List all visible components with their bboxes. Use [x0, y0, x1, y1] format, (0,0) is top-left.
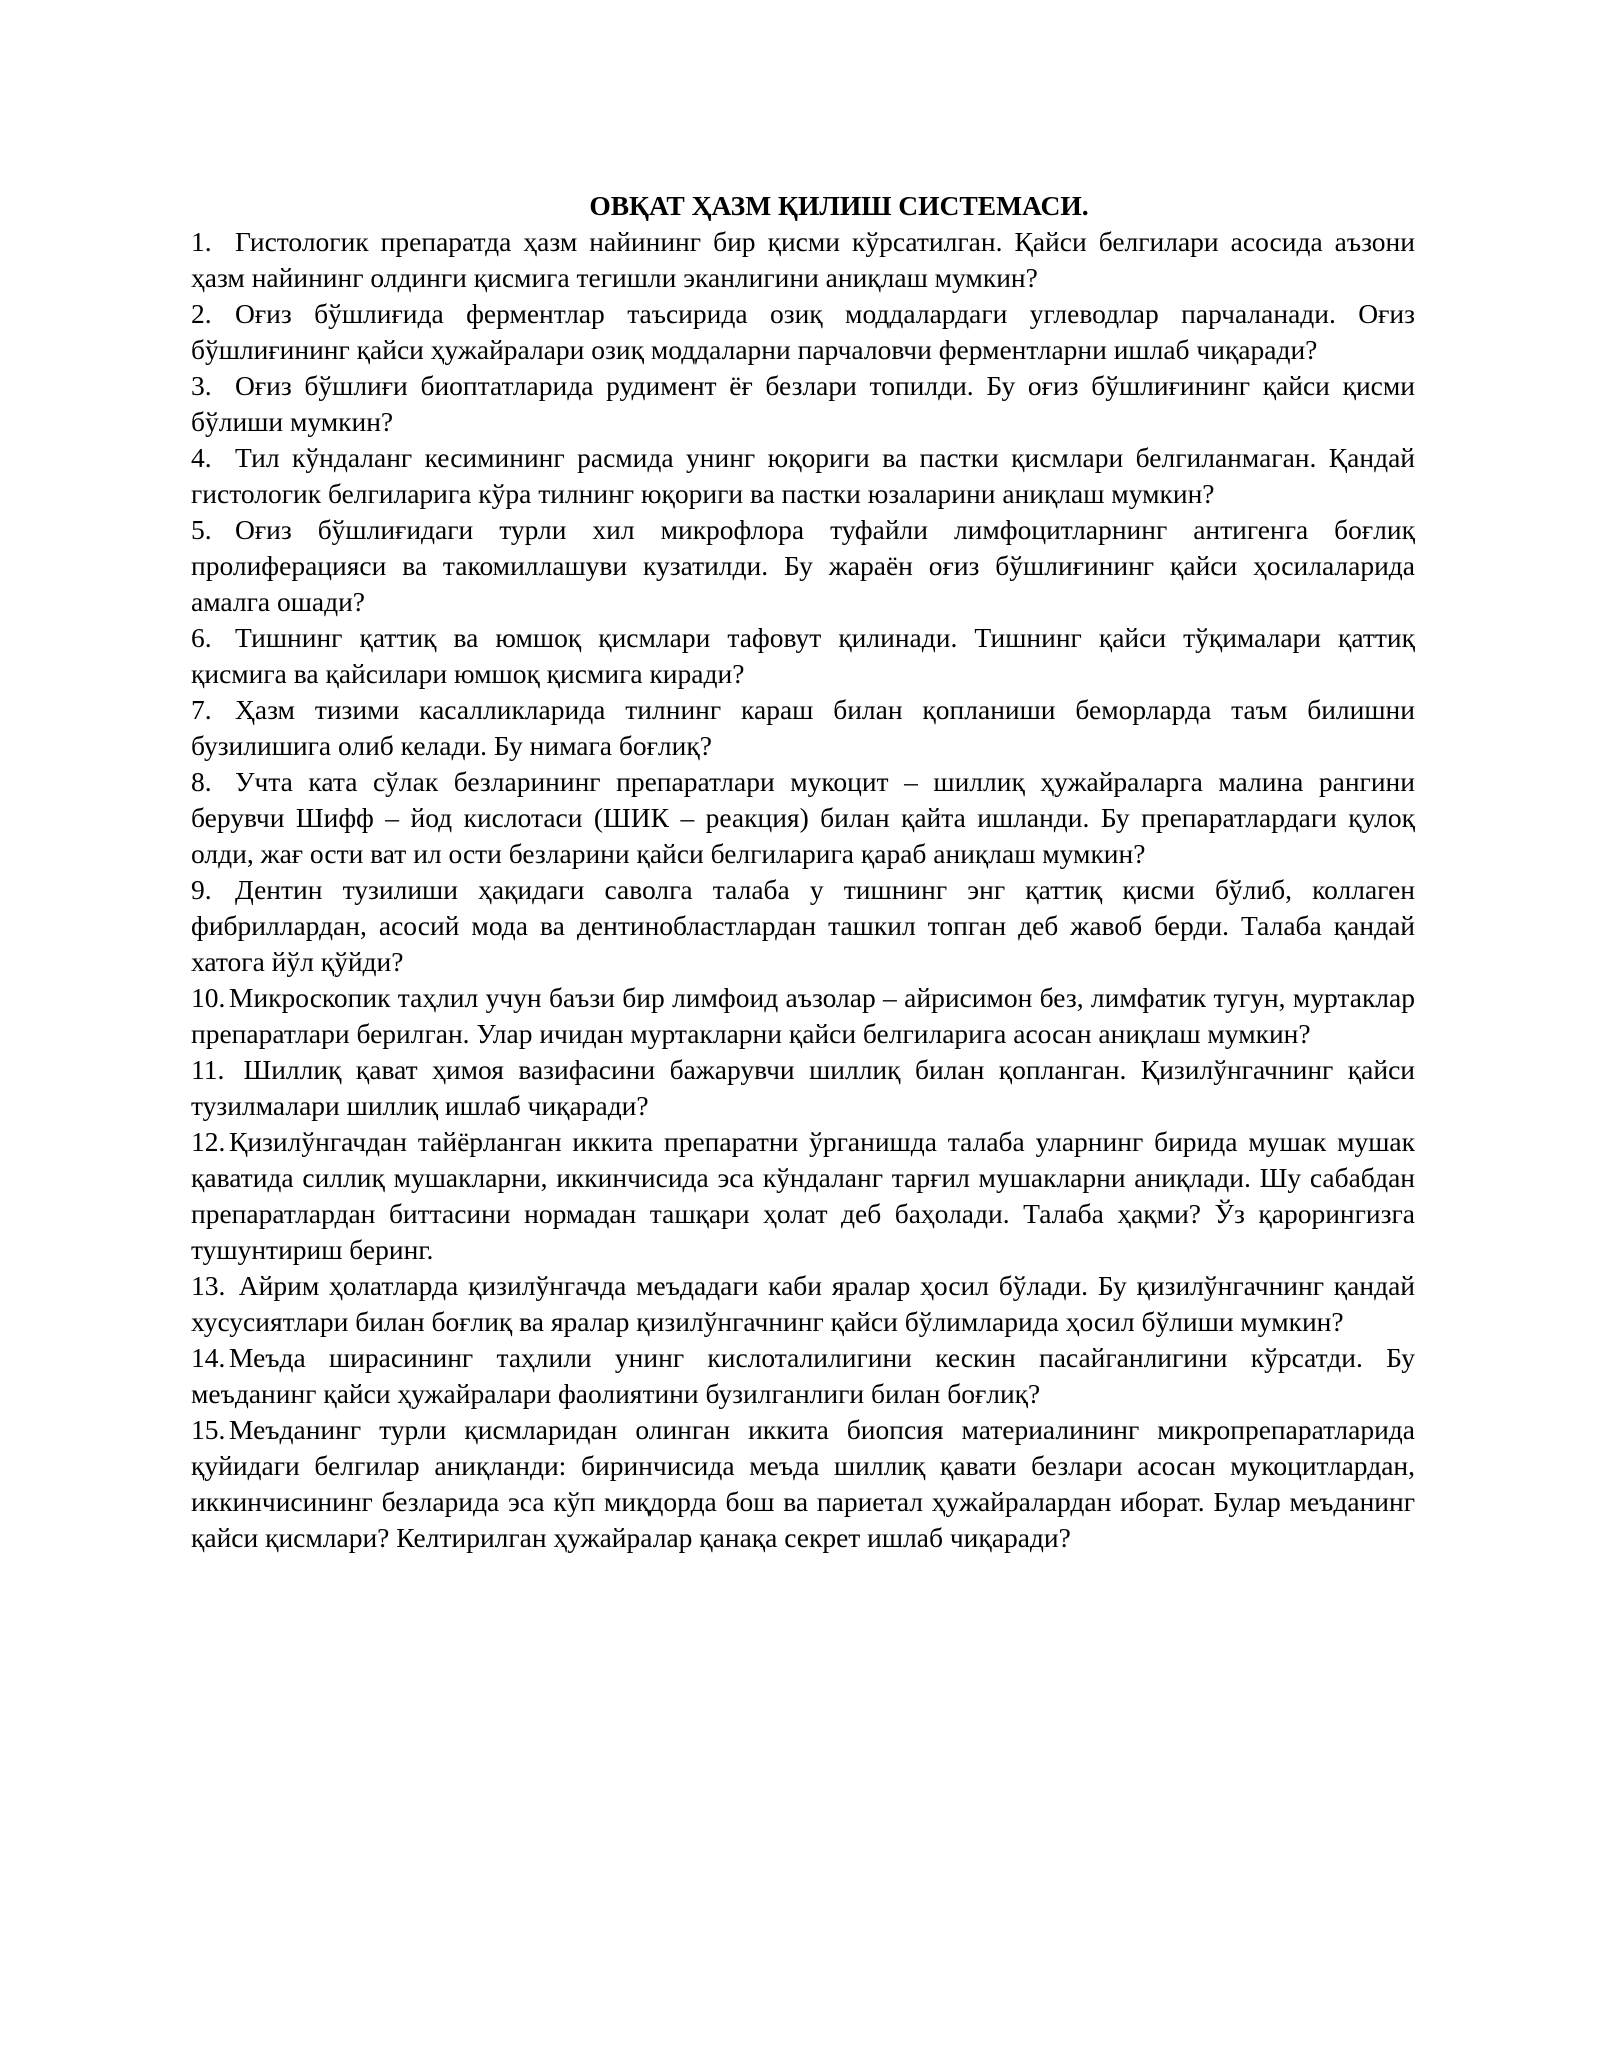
question-text: Шиллиқ қават ҳимоя вазифасини бажарувчи шиллиқ билан қопланган. Қизилўнгачнинг қайси тузилмалари шиллиқ ишлаб чиқаради? [191, 1054, 1415, 1121]
document-title: ОВҚАТ ҲАЗМ ҚИЛИШ СИСТЕМАСИ. [589, 190, 1089, 221]
question-item [191, 1340, 1415, 1412]
question-text: Айрим ҳолатларда қизилўнгачда меъдадаги каби яралар ҳосил бўлади. Бу қизилўнгачнинг қандай хусусиятлари билан боғлиқ ва яралар қизилўнгачнинг қайси бўлимларида ҳосил бўлиши мумкин? [191, 1270, 1415, 1337]
question-text: Гистологик препаратда ҳазм найининг бир қисми кўрсатилган. Қайси белгилари асосида аъзони ҳазм найининг олдинги қисмига тегишли эканлигини аниқлаш мумкин? [191, 226, 1415, 293]
question-text: Меъда ширасининг таҳлили унинг кислоталилигини кескин пасайганлигини кўрсатди. Бу меъданинг қайси ҳужайралари фаолиятини бузилганлиги билан боғлиқ? [191, 1342, 1415, 1409]
question-item [191, 1412, 1415, 1556]
question-number: 7. [191, 694, 212, 725]
question-text: Тишнинг қаттиқ ва юмшоқ қисмлари тафовут қилинади. Тишнинг қайси тўқималари қаттиқ қисмига ва қайсилари юмшоқ қисмига киради? [191, 622, 1415, 689]
question-text: Меъданинг турли қисмларидан олинган иккита биопсия материалининг микропрепаратларида қуйидаги белгилар аниқланди: биринчисида меъда шиллиқ қавати безлари асосан мукоцитлардан, иккинчисининг безларида эса кўп миқдорда бош ва париетал ҳужайралардан иборат. Булар меъданинг қайси қисмлари? Келтирилган ҳужайралар қанақа секрет ишлаб чиқаради? [191, 1414, 1415, 1553]
question-item [191, 620, 1415, 692]
question-number: 13. [191, 1270, 226, 1301]
question-item [191, 1052, 1415, 1124]
question-item [191, 764, 1415, 872]
question-text: Ҳазм тизими касалликларида тилнинг караш билан қопланиши беморларда таъм билишни бузилишига олиб келади. Бу нимага боғлиқ? [191, 694, 1415, 761]
question-number: 6. [191, 622, 212, 653]
question-text: Оғиз бўшлиғи биоптатларида рудимент ёғ безлари топилди. Бу оғиз бўшлиғининг қайси қисми бўлиши мумкин? [191, 370, 1415, 437]
question-item [191, 368, 1415, 440]
question-text: Микроскопик таҳлил учун баъзи бир лимфоид аъзолар – айрисимон без, лимфатик тугун, муртаклар препаратлари берилган. Улар ичидан муртакларни қайси белгиларига асосан аниқлаш мумкин? [191, 982, 1415, 1049]
question-number: 15. [191, 1414, 226, 1445]
question-number: 2. [191, 298, 212, 329]
question-text: Оғиз бўшлиғидаги турли хил микрофлора туфайли лимфоцитларнинг антигенга боғлиқ пролиферацияси ва такомиллашуви кузатилди. Бу жараён оғиз бўшлиғининг қайси ҳосилаларида амалга ошади? [191, 514, 1415, 617]
question-item [191, 440, 1415, 512]
question-item [191, 692, 1415, 764]
document-body [191, 188, 1415, 1556]
question-number: 1. [191, 226, 212, 257]
question-item [191, 1124, 1415, 1268]
question-list [191, 224, 1415, 1556]
question-number: 8. [191, 766, 212, 797]
question-number: 9. [191, 874, 212, 905]
question-number: 5. [191, 514, 212, 545]
question-number: 3. [191, 370, 212, 401]
question-text: Дентин тузилиши ҳақидаги саволга талаба у тишнинг энг қаттиқ қисми бўлиб, коллаген фибриллардан, асосий мода ва дентинобластлардан ташкил топган деб жавоб берди. Талаба қандай хатога йўл қўйди? [191, 874, 1415, 977]
question-item [191, 296, 1415, 368]
question-number: 11. [191, 1054, 225, 1085]
question-item [191, 512, 1415, 620]
question-item [191, 1268, 1415, 1340]
question-number: 14. [191, 1342, 226, 1373]
question-item [191, 224, 1415, 296]
question-text: Тил кўндаланг кесимининг расмида унинг юқориги ва пастки қисмлари белгиланмаган. Қандай гистологик белгиларига кўра тилнинг юқориги ва пастки юзаларини аниқлаш мумкин? [191, 442, 1415, 509]
question-text: Оғиз бўшлиғида ферментлар таъсирида озиқ моддалардаги углеводлар парчаланади. Оғиз бўшлиғининг қайси ҳужайралари озиқ моддаларни парчаловчи ферментларни ишлаб чиқаради? [191, 298, 1415, 365]
question-item [191, 980, 1415, 1052]
question-text: Учта ката сўлак безларининг препаратлари мукоцит – шиллиқ ҳужайраларга малина рангини берувчи Шифф – йод кислотаси (ШИК – реакция) билан қайта ишланди. Бу препаратлардаги қулоқ олди, жағ ости ват ил ости безларини қайси белгиларига қараб аниқлаш мумкин? [191, 766, 1415, 869]
question-number: 4. [191, 442, 212, 473]
question-number: 12. [191, 1126, 226, 1157]
question-item [191, 872, 1415, 980]
question-text: Қизилўнгачдан тайёрланган иккита препаратни ўрганишда талаба уларнинг бирида мушак мушак қаватида силлиқ мушакларни, иккинчисида эса кўндаланг тарғил мушакларни аниқлади. Шу сабабдан препаратлардан биттасини нормадан ташқари ҳолат деб баҳолади. Талаба ҳақми? Ўз қарорингизга тушунтириш беринг. [191, 1126, 1415, 1265]
question-number: 10. [191, 982, 226, 1013]
